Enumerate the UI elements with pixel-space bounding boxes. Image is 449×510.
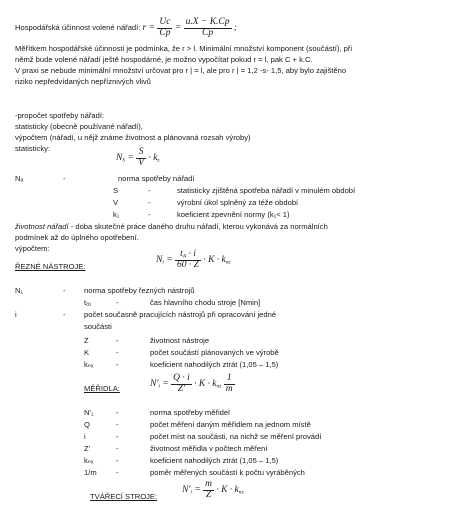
def-text: výrobní úkol splněný za téže období [177, 198, 299, 207]
def-dash: - [148, 186, 151, 195]
def-text: počet míst na součásti, na nichž se měření provádí [150, 432, 322, 441]
def-text: čas hlavního chodu stroje [Nmin] [150, 298, 261, 307]
def-text: koeficient zpevnění normy (k₁< 1) [177, 210, 290, 219]
intro-title: Hospodářská účinnost volené nářadí: [15, 23, 141, 33]
meridla-lhs-sub: i [158, 383, 160, 390]
def-symbol: 1/m [84, 468, 97, 477]
frac-num: u.X − K.Cp [185, 17, 230, 27]
frac-num: m [205, 479, 212, 489]
def-symbol: Z [84, 336, 89, 345]
def-dash: - [116, 456, 119, 465]
def-symbol: V [113, 198, 119, 207]
def-dash: - [116, 298, 119, 307]
frac-num: 1 [224, 374, 235, 385]
intro-p1-line4: riziko nepředvídaných nepříznivých vlivů [15, 77, 151, 86]
tvareci-tail-sub: nz [238, 489, 244, 496]
def-dash: - [116, 444, 119, 453]
tvareci-tail: · K · k [216, 485, 239, 496]
calc-vyp: výpočtem (nářadí, u nějž známe životnost a plánovaná rozsah výroby) [15, 133, 251, 142]
def-text: počet součástí plánovaných ve výrobě [150, 348, 279, 357]
def-text: norma spotřeby řezných nástrojů [84, 286, 195, 295]
def-symbol: k₁ [113, 210, 120, 219]
meridla-lhs: N' [150, 379, 159, 390]
tvareci-fraction [203, 480, 214, 500]
calc-heading: -propočet spotřeby nářadí: [15, 111, 105, 120]
frac-den: Z [205, 489, 212, 500]
def-symbol: K [84, 348, 90, 357]
ns-lhs-sub: S [122, 157, 126, 164]
ns-lhs: N [116, 153, 123, 164]
def-symbol: tₐ₁ [84, 298, 92, 307]
meridla-formula [150, 374, 235, 394]
meridla-fraction [171, 374, 192, 394]
def-dash: - [116, 336, 119, 345]
rezne-fraction [175, 250, 201, 270]
zivotnost-text: - doba skutečné práce daného druhu nářadí, kterou vykonává za normálních [68, 222, 328, 231]
calc-stat2: statisticky: [15, 144, 51, 153]
calc-stat: statisticky (obecně používané nářadí), [15, 122, 143, 131]
def-text: životnost nástroje [150, 336, 210, 345]
formula-r: r = [142, 23, 155, 34]
zivotnost-label: životnost nářadí [15, 222, 69, 231]
def-text: koeficient nahodilých ztrát (1,05 – 1,5) [150, 456, 279, 465]
frac-num: Uc [157, 18, 172, 29]
intro-p1-line1: Měřítkem hospodářské účinnosti je podmínka, že r > l. Minimální množství komponent (součástí), při [15, 44, 353, 53]
ns-tail-sub: z [157, 157, 160, 164]
frac-num: Q · i [173, 373, 190, 383]
meridla-tail-sub: nz [216, 383, 222, 390]
rezne-heading: ŘEZNÉ NÁSTROJE: [15, 262, 86, 271]
meridla-eq: = [162, 379, 169, 390]
def-dash: - [63, 174, 66, 183]
def-dash: - [116, 432, 119, 441]
frac-den: Cp [159, 27, 171, 38]
def-symbol: Nₐ [15, 174, 24, 183]
num-t: t [180, 249, 183, 259]
intro-title-line [15, 18, 237, 38]
tvareci-lhs: N' [182, 485, 191, 496]
def-dash: - [116, 468, 119, 477]
def-text: norma spotřeby nářadí [118, 174, 195, 183]
ns-tail: · k [148, 153, 158, 164]
def-symbol: kₙₓ [84, 456, 94, 465]
def-text: životnost měřidla v počtech měření [150, 444, 268, 453]
num-sub: A [182, 253, 187, 260]
def-text: poměr měřených součástí k počtu vyráběných [150, 468, 305, 477]
def-symbol: Q [84, 420, 90, 429]
def-symbol: N₁ [15, 286, 24, 295]
frac-den: 60 · Z [177, 259, 199, 270]
def-symbol: S [113, 186, 119, 195]
def-text: norma spotřeby měřidel [150, 408, 230, 417]
formula-eq: = [174, 23, 182, 34]
def-symbol: i [84, 432, 86, 441]
zivotnost-line1 [15, 222, 328, 232]
meridla-tail: · K · k [194, 379, 217, 390]
fraction-uc-cp [157, 18, 172, 38]
intro-p1-line2: němž bude volené nářadí ještě hospodárné, je možno vypočítat pokud r = l, pak C + k.C. [15, 55, 313, 64]
def-dash: - [116, 360, 119, 369]
def-text: koeficient nahodilých ztrát (1,05 – 1,5) [150, 360, 279, 369]
zivotnost-line2: podmínek až do úplného opotřebení. [15, 233, 139, 242]
def-dash: - [63, 286, 66, 295]
rezne-tail: · K · k [203, 255, 226, 266]
efficiency-formula [142, 17, 238, 38]
frac-den: V [138, 157, 145, 168]
def-text: statisticky zjištěná spotřeba nářadí v minulém období [177, 186, 356, 195]
def-dash: - [116, 348, 119, 357]
num-tail: · i [188, 249, 196, 259]
def-text: počet měření daným měřidlem na jednom místě [150, 420, 311, 429]
def-text: počet současně pracujících nástrojů při opracování jedné [84, 310, 277, 319]
rezne-lhs-sub: i [162, 259, 164, 266]
def-symbol: N'₁ [84, 408, 94, 417]
frac-den: Z' [177, 383, 186, 394]
def-symbol: i [15, 310, 17, 319]
formula-end: ; [233, 23, 238, 34]
meridla-fraction-2 [224, 374, 235, 394]
def-text: součásti [84, 322, 112, 331]
frac-den: m [225, 383, 233, 394]
rezne-formula [156, 250, 231, 270]
ns-eq: = [127, 153, 134, 164]
ns-fraction [136, 148, 146, 168]
ns-formula [116, 148, 160, 168]
zivotnost-line3: výpočtem: [15, 244, 50, 253]
frac-num: S [136, 148, 146, 159]
tvareci-heading: TVÁŘECÍ STROJE: [90, 492, 158, 501]
def-dash: - [148, 210, 151, 219]
tvareci-formula [182, 480, 244, 500]
tvareci-lhs-sub: i [190, 489, 192, 496]
def-symbol: kₙₓ [84, 360, 94, 369]
tvareci-eq: = [194, 485, 201, 496]
def-symbol: Z' [84, 444, 91, 453]
fraction-ux-kcp [184, 18, 232, 38]
def-row [15, 174, 23, 184]
intro-p1-line3: V praxi se nebude minimální množství určovat pro r | = l, ale pro r | = 1,2 -s- 1,5, aby bylo zajištěno [15, 66, 347, 75]
meridla-heading: MĚŘIDLA: [84, 384, 120, 393]
frac-den: Cp [202, 27, 214, 38]
rezne-eq: = [166, 255, 173, 266]
def-dash: - [116, 420, 119, 429]
def-dash: - [148, 198, 151, 207]
def-dash: - [63, 310, 66, 319]
rezne-tail-sub: nz [225, 259, 231, 266]
frac-num [175, 250, 201, 261]
def-dash: - [116, 408, 119, 417]
rezne-lhs: N [156, 255, 163, 266]
